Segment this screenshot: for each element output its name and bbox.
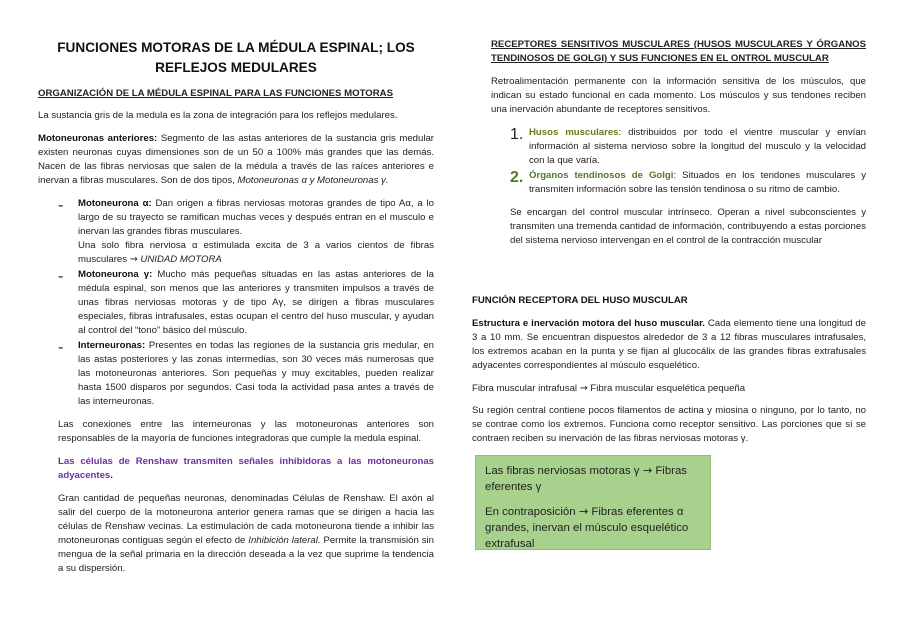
arrow-icon: → <box>642 463 653 477</box>
list-number: 1. <box>510 126 524 143</box>
bullet-motoneurona-alpha <box>58 197 434 267</box>
estructura-paragraph <box>472 317 866 373</box>
summary-box <box>475 455 711 550</box>
summary-text: Fibras eferentes α grandes, inervan el músculo esquelético extrafusal <box>485 506 689 550</box>
bullet-dash: - <box>58 197 64 214</box>
estructura-text: Cada elemento tiene una longitud de 3 a 10 mm. Se encuentran dispuestos alrededor de 3 a 12 fibras musculares intrafusales, los extremos acaban en la punta y se fijan al glucocálix de las grandes fibras extrafusales adyacentes correspondientes al músculo esquelético. <box>472 318 866 371</box>
bullet-dash: - <box>58 339 64 356</box>
renshaw-italic: Inhibición lateral. <box>248 535 321 546</box>
unidad-motora: UNIDAD MOTORA <box>137 254 222 265</box>
estructura-label: Estructura e inervación motora del huso muscular. <box>472 318 705 329</box>
motoneuronas-types: Motoneuronas α y Motoneuronas γ. <box>237 175 389 186</box>
bullet-label: Interneuronas: <box>78 340 146 351</box>
huso-heading: FUNCIÓN RECEPTORA DEL HUSO MUSCULAR <box>472 295 688 306</box>
bullet-dash: - <box>58 268 64 285</box>
bullet-motoneurona-gamma <box>58 268 434 338</box>
summary-text: En contraposición <box>485 506 579 518</box>
bullet-interneuronas <box>58 339 434 409</box>
motoneuronas-text: Segmento de las astas anteriores de la sustancia gris medular existen neuronas cuyas dimensiones son de un 50 a 100% más grandes que las demás. Nacen de las fibras nerviosas que salen de la médula a través de las raíces anteriores e inervan a fibras musculares. Son de dos tipos, <box>38 133 435 186</box>
list-label: Husos musculares <box>529 127 619 138</box>
list-text <box>529 126 866 168</box>
fibra-intrafusal: Fibra muscular intrafusal <box>472 383 580 394</box>
list-label: Órganos tendinosos de Golgi <box>529 170 674 181</box>
fibra-esqueletica: Fibra muscular esquelética pequeña <box>587 383 746 394</box>
renshaw-text-1: Gran cantidad de pequeñas neuronas, denominadas Células de Renshaw. El axón al salir del cuerpo de la motoneurona anterior genera ramas que se dirigen a hacia las células de Renshaw vecinas. La estimulación de cada motoneurona tiende a inhibir las motoneuronas contiguas según el efecto de <box>58 493 434 546</box>
receptores-heading: RECEPTORES SENSITIVOS MUSCULARES (HUSOS MUSCULARES Y ÓRGANOS TENDINOSOS DE GOLGI) Y SUS FUNCIONES EN EL ONTROL MUSCULAR <box>491 39 866 64</box>
intro-paragraph: La sustancia gris de la medula es la zona de integración para los reflejos medulares. <box>38 110 398 121</box>
renshaw-paragraph <box>58 492 434 576</box>
arrow-icon: → <box>578 504 589 518</box>
list-number: 2. <box>510 169 524 186</box>
connections-paragraph: Las conexiones entre las interneuronas y las motoneuronas anteriores son responsables de la mayoría de funciones integradoras que cumple la medula espinal. <box>58 419 434 444</box>
bullet-body: Dan origen a fibras nerviosas motoras grandes de tipo Aα, a lo largo de su trayecto se ramifican muchas veces y después entran en el musculo e inervan las grandes fibras musculares. <box>78 198 434 237</box>
bullet-body: Presentes en todas las regiones de la sustancia gris medular, en las astas posteriores y las zonas intermedias, son 30 veces más numerosas que las motoneuronas anteriores. Son pequeñas y muy excitables, pueden realizar hasta 1500 disparos por segundos. Casi toda la actividad pasa antes a través de las interneuronas. <box>78 340 434 407</box>
list-body: : Situados en los tendones musculares y transmiten información sobre las tensión tendinosa o su ritmo de cambio. <box>529 170 866 195</box>
list-text <box>529 169 866 197</box>
renshaw-heading-end: . <box>110 470 113 481</box>
renshaw-text-2: Permite la transmisión sin mengua de la señal primaria en la dirección deseada a la vez que suprime la tendencia a su dispersión. <box>58 535 435 574</box>
section-heading: ORGANIZACIÓN DE LA MÉDULA ESPINAL PARA LAS FUNCIONES MOTORAS <box>38 88 393 99</box>
region-paragraph: Su región central contiene pocos filamentos de actina y miosina o ninguno, por lo tanto, no se contrae como los extremos. Funciona como receptor sensitivo. Las porciones que si se contraen reciben su inervación de las fibras nerviosas motoras γ. <box>472 405 866 444</box>
bullet-body: Mucho más pequeñas situadas en las astas anteriores de la médula espinal, son menos que las anteriores y transmiten impulsos a través de unas fibras nerviosas motoras y de tipo Aγ, se dirigen a fibras musculares especiales, fibras intrafusales, estas ocupan el centro del huso muscular, y ayudan al control del “tono” básico del músculo. <box>78 269 434 336</box>
bullet-text-2 <box>78 239 434 267</box>
motoneuronas-label: Motoneuronas anteriores: <box>38 133 158 144</box>
renshaw-heading-text: Las células de Renshaw transmiten señales inhibidoras a las motoneuronas adyacentes <box>58 456 434 481</box>
bullet-body-2: Una solo fibra nerviosa α estimulada excita de 3 a varios cientos de fibras musculares <box>78 240 434 265</box>
renshaw-heading <box>58 455 434 483</box>
list-body: : distribuidos por todo el vientre muscular y envían información al sistema nervioso sobre la longitud del musculo y la velocidad con la que varía. <box>529 127 866 166</box>
summary-text: Fibras eferentes γ <box>485 465 687 493</box>
fibra-line <box>472 382 866 396</box>
summary-line-1 <box>485 462 701 495</box>
page-title: FUNCIONES MOTORAS DE LA MÉDULA ESPINAL; LOS REFLEJOS MEDULARES <box>57 40 415 75</box>
bullet-text <box>78 268 434 338</box>
control-paragraph: Se encargan del control muscular intrínseco. Operan a nivel subconscientes y transmiten una tremenda cantidad de información, contribuyendo a estas porciones del sistema nervioso intervengan en el control de la contracción muscular <box>510 207 866 246</box>
summary-line-2 <box>485 503 701 552</box>
feedback-paragraph: Retroalimentación permanente con la información sensitiva de los músculos, que indican su estado funcional en cada momento. Los músculos y sus tendones reciben una inervación abundante de receptores sensitivos. <box>491 76 866 115</box>
bullet-text <box>78 197 434 239</box>
motoneuronas-paragraph <box>38 132 434 188</box>
bullet-label: Motoneurona α: <box>78 198 152 209</box>
list-item-golgi <box>510 169 866 197</box>
list-item-husos <box>510 126 866 168</box>
summary-text: Las fibras nerviosas motoras γ <box>485 465 643 477</box>
bullet-text <box>78 339 434 409</box>
arrow-icon: → <box>129 254 138 265</box>
bullet-label: Motoneurona γ: <box>78 269 153 280</box>
arrow-icon: → <box>579 383 588 394</box>
